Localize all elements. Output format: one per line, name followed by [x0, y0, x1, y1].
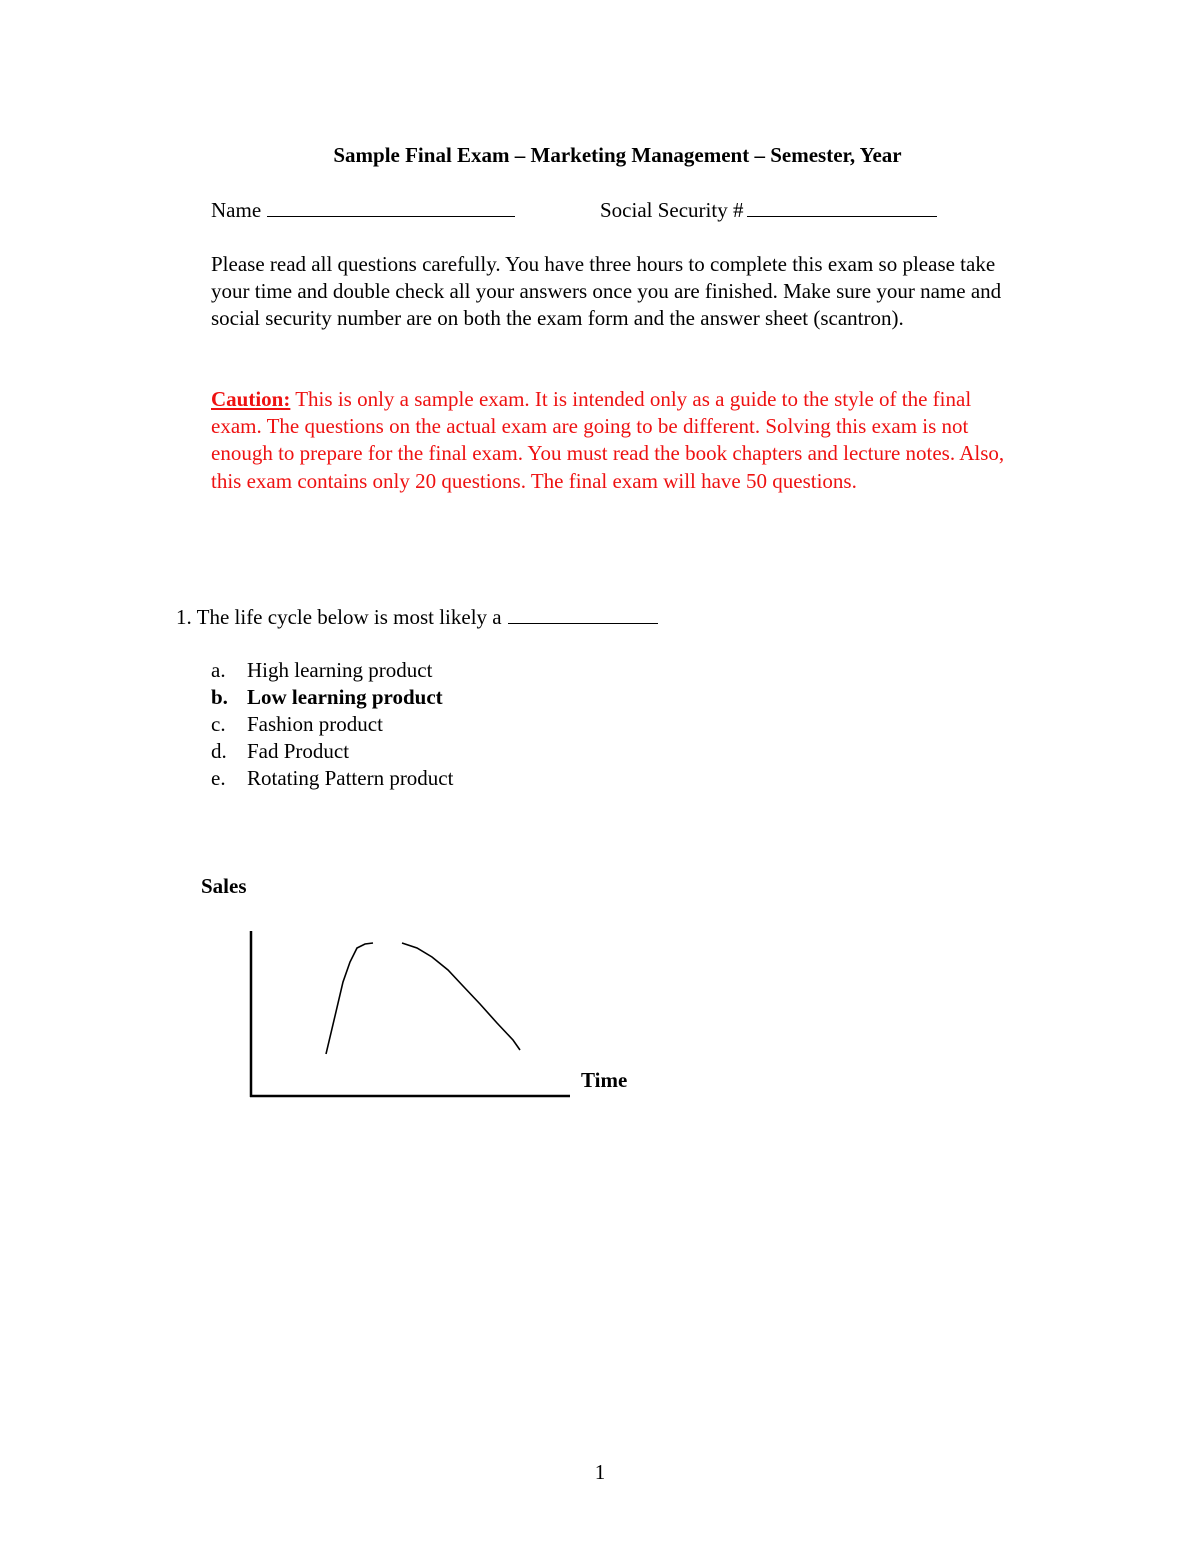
- ssn-blank: [747, 196, 937, 217]
- option-letter: d.: [211, 739, 227, 763]
- caution-label: Caution:: [211, 387, 291, 411]
- sales-curve-decline: [402, 943, 520, 1050]
- sales-curve-rise: [326, 943, 373, 1054]
- option-label: Rotating Pattern product: [247, 766, 454, 790]
- answer-blank: [508, 603, 658, 624]
- sales-axis-label: Sales: [201, 874, 247, 898]
- exam-title: Sample Final Exam – Marketing Management – Semester, Year: [333, 143, 902, 167]
- question-1-text: 1. The life cycle below is most likely a: [176, 605, 502, 629]
- question-1: [176, 603, 658, 630]
- option-d: [211, 738, 453, 765]
- option-a: [211, 657, 453, 684]
- time-axis-label: Time: [581, 1068, 628, 1092]
- option-c: [211, 711, 453, 738]
- ssn-label: Social Security #: [600, 198, 744, 222]
- name-label: Name: [211, 198, 262, 222]
- name-blank: [267, 196, 515, 217]
- ssn-field: [600, 196, 937, 223]
- option-letter: b.: [211, 685, 228, 709]
- page-number: 1: [594, 1460, 606, 1484]
- option-label: Fad Product: [247, 739, 350, 763]
- instructions-paragraph: Please read all questions carefully. You have three hours to complete this exam so please take your time and double check all your answers once you are finished. Make sure your name and social security number are on both the exam form and the answer sheet (scantron).: [211, 252, 1002, 331]
- option-letter: c.: [211, 712, 226, 736]
- option-e: [211, 765, 453, 792]
- life-cycle-figure: [195, 868, 665, 1108]
- option-label: High learning product: [247, 658, 433, 682]
- option-b: [211, 684, 453, 711]
- option-label: Fashion product: [247, 712, 383, 736]
- caution-paragraph: [211, 386, 1026, 495]
- student-info-row: [211, 196, 744, 223]
- option-letter: a.: [211, 658, 226, 682]
- option-label: Low learning product: [247, 685, 443, 709]
- caution-text: This is only a sample exam. It is intended only as a guide to the style of the final exam. The questions on the actual exam are going to be different. Solving this exam is not enough to prepare for the final exam. You must read the book chapters and lecture notes. Also, this exam contains only 20 questions. The final exam will have 50 questions.: [211, 387, 1005, 493]
- answer-options: [211, 657, 453, 792]
- option-letter: e.: [211, 766, 226, 790]
